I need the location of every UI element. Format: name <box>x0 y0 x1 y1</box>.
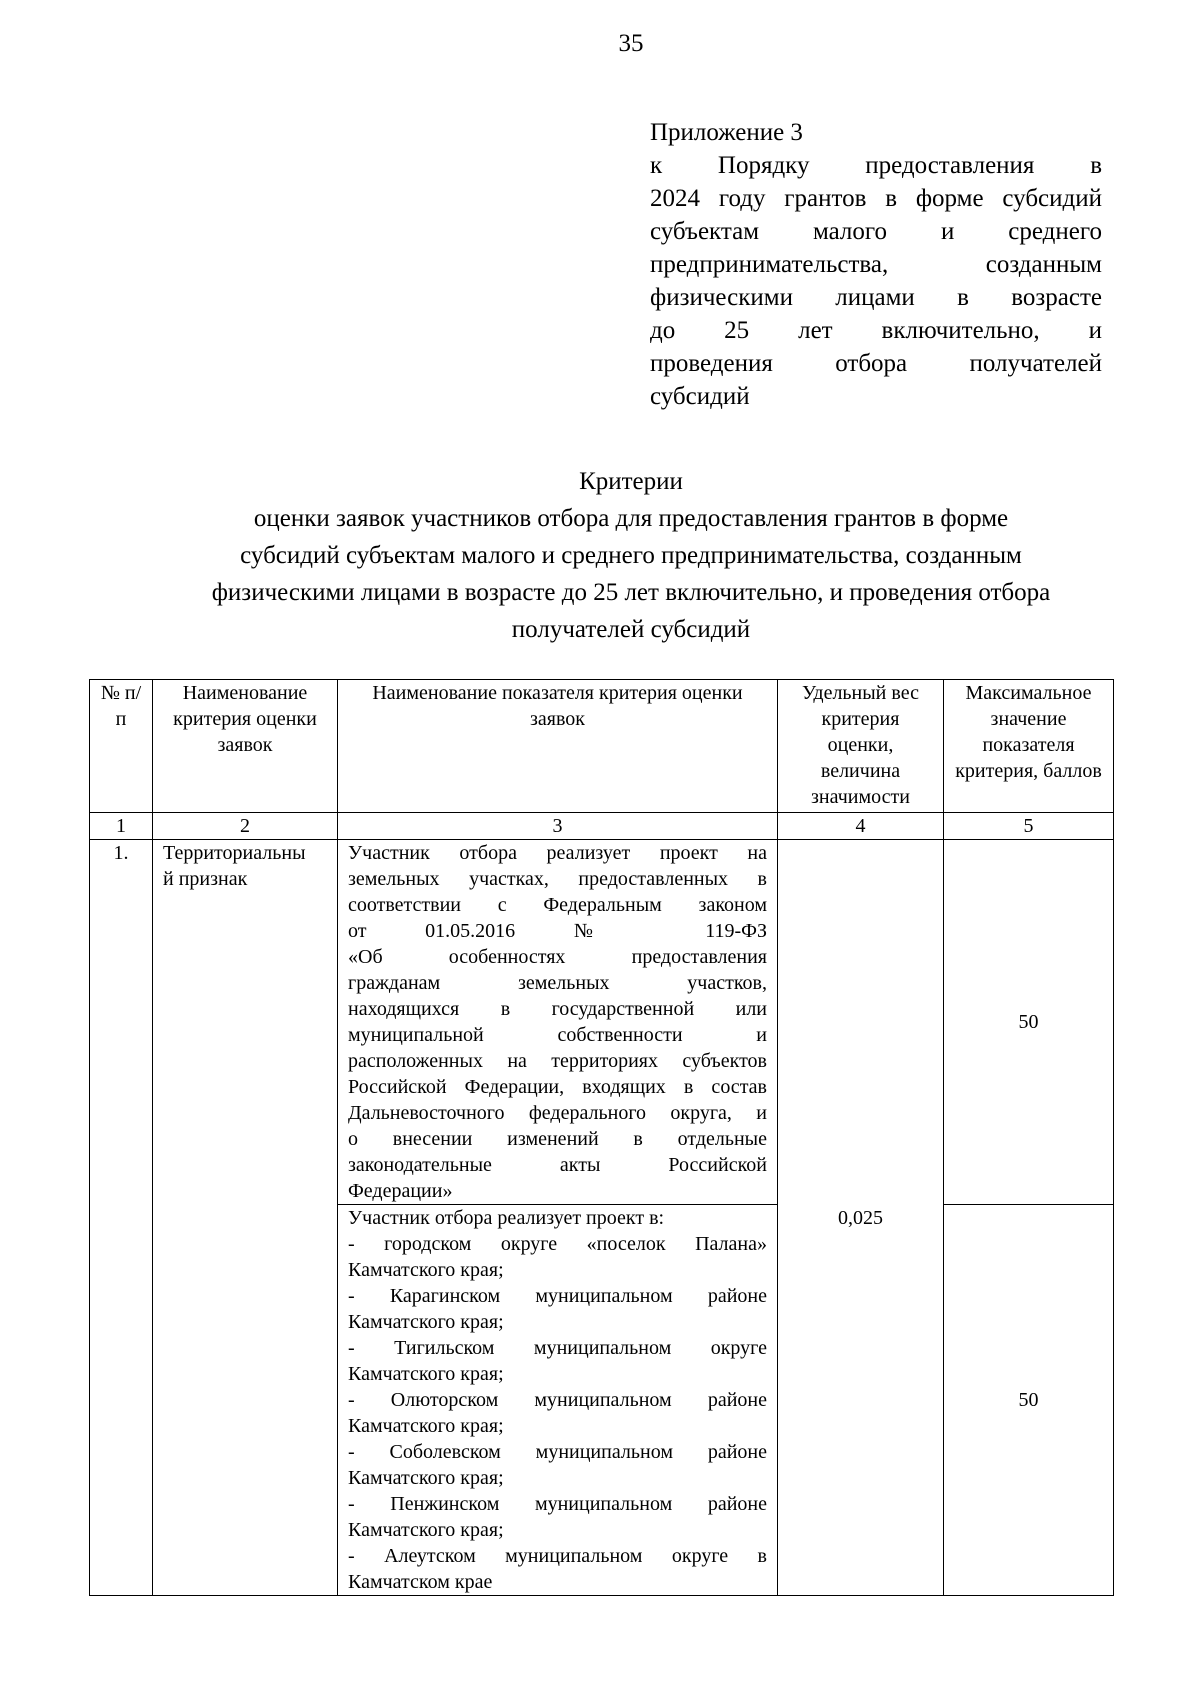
header-cell-criterion: Наименование критерия оценки заявок <box>153 680 338 813</box>
appendix-line: предпринимательства, созданным <box>650 251 1102 278</box>
appendix-line: субъектам малого и среднего <box>650 218 1102 245</box>
indicator-intro: Участник отбора реализует проект в: <box>348 1207 665 1229</box>
indicator-line: муниципальной собственности и <box>348 1024 767 1046</box>
heading-line: субсидий субъектам малого и среднего предпринимательства, созданным <box>240 542 1022 569</box>
territory-item: - Пенжинском муниципальном районе <box>348 1493 767 1515</box>
weight-value: 0,025 <box>778 840 944 1596</box>
indicator-line: земельных участках, предоставленных в <box>348 868 767 890</box>
criterion-name-line: Территориальны <box>163 842 306 864</box>
indicator-line: гражданам земельных участков, <box>348 972 767 994</box>
indicator-line: от 01.05.2016 № 119-ФЗ <box>348 920 767 942</box>
column-number: 3 <box>338 813 778 840</box>
heading-line: получателей субсидий <box>511 616 751 643</box>
appendix-line: к Порядку предоставления в <box>650 152 1102 179</box>
heading-line: физическими лицами в возрасте до 25 лет включительно, и проведения отбора <box>211 579 1051 606</box>
territory-item: - Олюторском муниципальном районе <box>348 1389 767 1411</box>
indicator-line: соответствии с Федеральным законом <box>348 894 767 916</box>
territory-item: - Тигильском муниципальном округе <box>348 1337 767 1359</box>
header-cell-weight: Удельный вес критерия оценки, величина значимости <box>778 680 944 813</box>
header-cell-number: № п/п <box>90 680 153 813</box>
territory-item: - Карагинском муниципальном районе <box>348 1285 767 1307</box>
territory-item-cont: Камчатского края; <box>348 1415 504 1437</box>
column-number: 1 <box>90 813 153 840</box>
document-heading <box>100 463 1162 648</box>
territory-item-cont: Камчатского края; <box>348 1467 504 1489</box>
criteria-table <box>89 679 1114 1596</box>
column-number: 2 <box>153 813 338 840</box>
indicator-cell-land <box>338 840 778 1205</box>
header-cell-indicator: Наименование показателя критерия оценки заявок <box>338 680 778 813</box>
column-number: 4 <box>778 813 944 840</box>
max-score-value: 50 <box>944 840 1114 1205</box>
indicator-line: законодательные акты Российской <box>348 1154 767 1176</box>
heading-line: оценки заявок участников отбора для предоставления грантов в форме <box>253 505 1009 532</box>
territory-item: - Алеутском муниципальном округе в <box>348 1545 767 1567</box>
appendix-header <box>650 116 1102 413</box>
appendix-line: физическими лицами в возрасте <box>650 284 1102 311</box>
column-number: 5 <box>944 813 1114 840</box>
territory-item-cont: Камчатском крае <box>348 1571 493 1593</box>
indicator-line: Участник отбора реализует проект на <box>348 842 767 864</box>
territory-item-cont: Камчатского края; <box>348 1311 504 1333</box>
heading-title: Критерии <box>579 468 683 495</box>
territory-item-cont: Камчатского края; <box>348 1519 504 1541</box>
page-number: 35 <box>618 30 644 57</box>
appendix-line: проведения отбора получателей <box>650 350 1102 377</box>
appendix-line: до 25 лет включительно, и <box>650 317 1102 344</box>
appendix-title: Приложение 3 <box>650 119 803 146</box>
table-row <box>90 840 1114 1205</box>
indicator-line: Дальневосточного федерального округа, и <box>348 1102 767 1124</box>
table-header-row <box>90 680 1114 813</box>
row-number: 1. <box>90 840 153 1596</box>
territory-item: - Соболевском муниципальном районе <box>348 1441 767 1463</box>
column-number-row <box>90 813 1114 840</box>
territory-item-cont: Камчатского края; <box>348 1259 504 1281</box>
indicator-line: находящихся в государственной или <box>348 998 767 1020</box>
indicator-cell-territories <box>338 1205 778 1596</box>
header-cell-max-score: Максимальное значение показателя критерия, баллов <box>944 680 1114 813</box>
appendix-line: 2024 году грантов в форме субсидий <box>650 185 1102 212</box>
criterion-name <box>153 840 338 1596</box>
territory-item: - городском округе «поселок Палана» <box>348 1233 767 1255</box>
max-score-value: 50 <box>944 1205 1114 1596</box>
indicator-line: Российской Федерации, входящих в состав <box>348 1076 767 1098</box>
criterion-name-line: й признак <box>163 868 248 890</box>
appendix-line: субсидий <box>650 383 750 410</box>
territory-item-cont: Камчатского края; <box>348 1363 504 1385</box>
indicator-line: Федерации» <box>348 1180 453 1202</box>
indicator-line: о внесении изменений в отдельные <box>348 1128 767 1150</box>
indicator-line: расположенных на территориях субъектов <box>348 1050 767 1072</box>
indicator-line: «Об особенностях предоставления <box>348 946 767 968</box>
